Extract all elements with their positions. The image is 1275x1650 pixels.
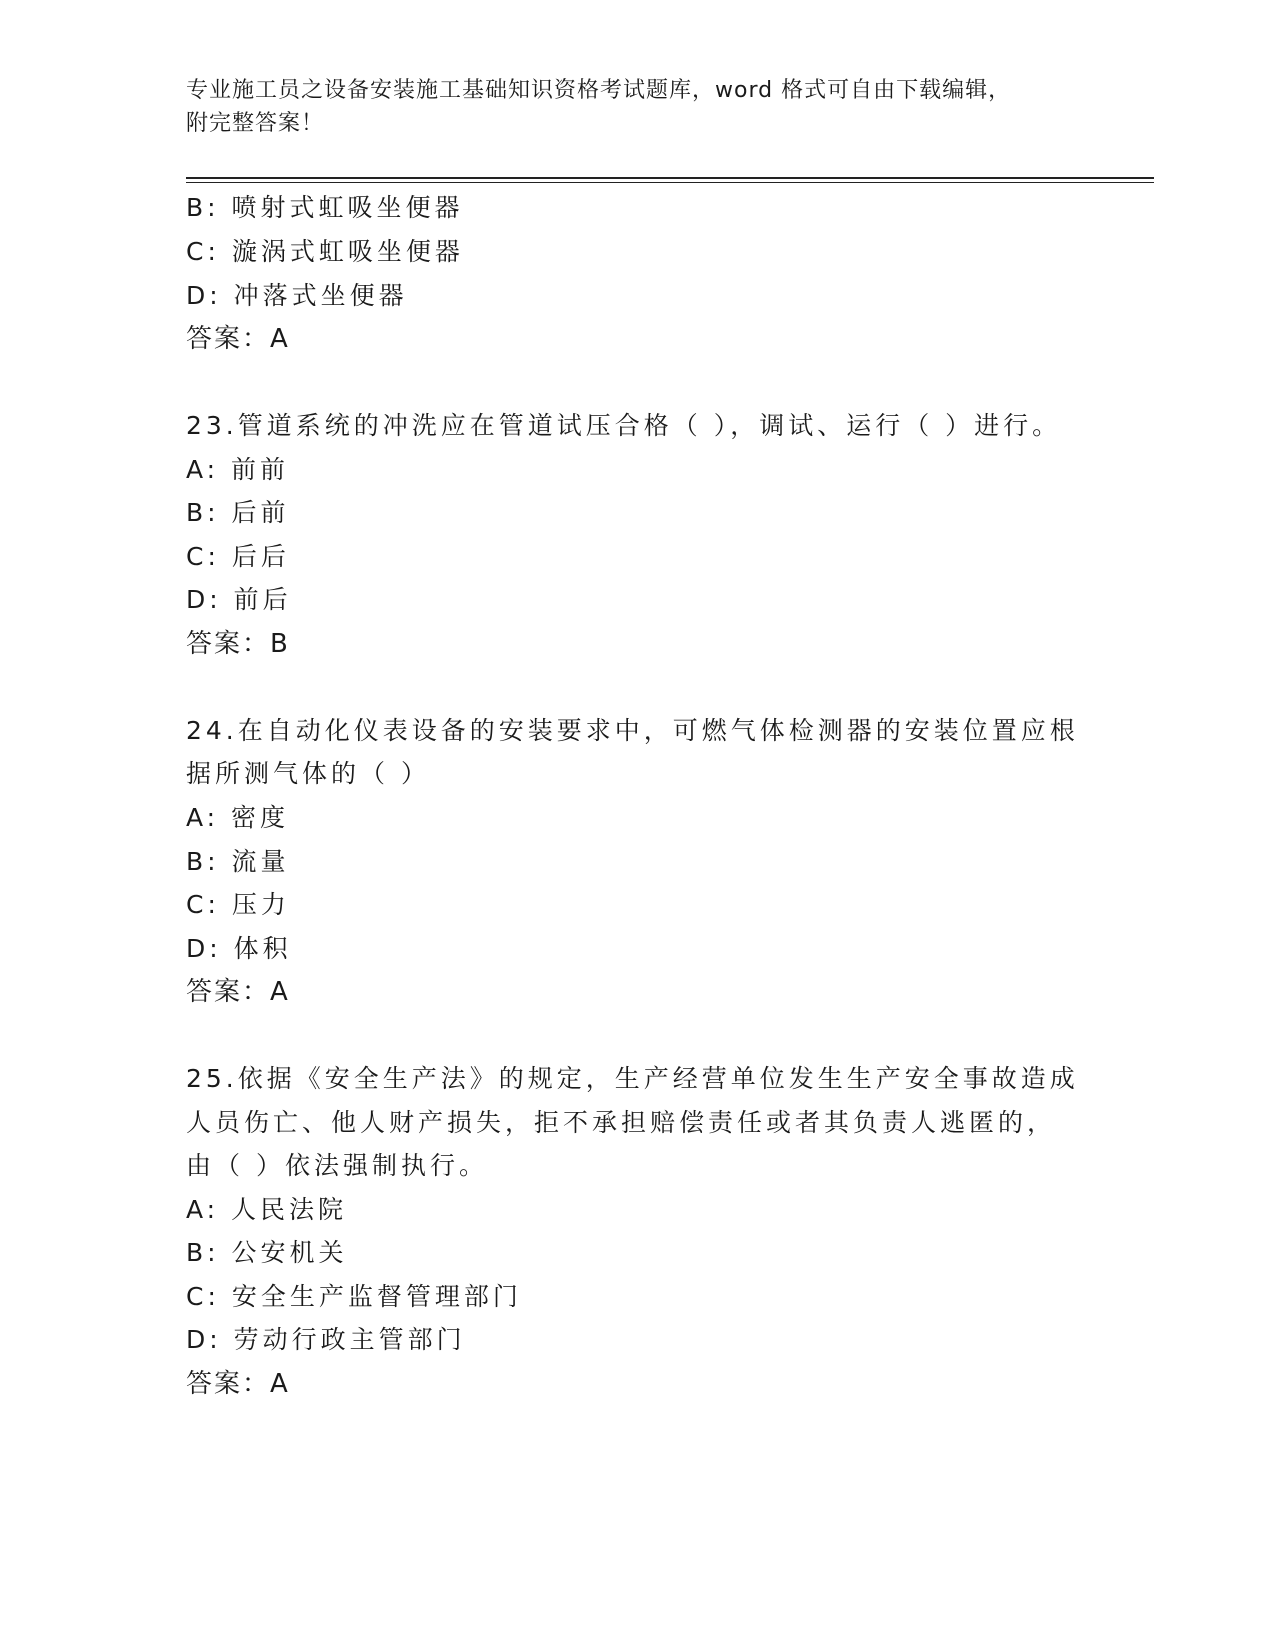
q25-stem-line-2: 人员伤亡、他人财产损失，拒不承担赔偿责任或者其负责人逃匿的， xyxy=(186,1108,1057,1137)
q24-stem-line-1: 24.在自动化仪表设备的安装要求中，可燃气体检测器的安装位置应根 xyxy=(186,716,1079,745)
header-divider-thin xyxy=(186,182,1154,183)
q23-option-a: A: 前前 xyxy=(186,455,290,484)
q23-option-d: D: 前后 xyxy=(186,585,292,614)
q24-option-a: A: 密度 xyxy=(186,803,290,832)
q23-option-b: B: 后前 xyxy=(186,498,290,527)
q25-option-d: D: 劳动行政主管部门 xyxy=(186,1325,466,1354)
q22-answer: 答案：A xyxy=(186,324,290,354)
q25-stem-line-3: 由（ ）依法强制执行。 xyxy=(186,1151,488,1180)
q24-option-d: D: 体积 xyxy=(186,934,292,963)
q24-option-b: B: 流量 xyxy=(186,847,290,876)
q24-answer: 答案：A xyxy=(186,977,290,1007)
q25-stem-line-1: 25.依据《安全生产法》的规定，生产经营单位发生生产安全事故造成 xyxy=(186,1064,1079,1093)
q25-option-c: C: 安全生产监督管理部门 xyxy=(186,1282,522,1311)
q22-option-d: D: 冲落式坐便器 xyxy=(186,281,408,310)
q23-option-c: C: 后后 xyxy=(186,542,290,571)
q23-stem-line-1: 23.管道系统的冲洗应在管道试压合格（ ），调试、运行（ ）进行。 xyxy=(186,411,1062,440)
q25-option-b: B: 公安机关 xyxy=(186,1238,348,1267)
q23-answer: 答案：B xyxy=(186,629,290,659)
q24-option-c: C: 压力 xyxy=(186,890,290,919)
q25-option-a: A: 人民法院 xyxy=(186,1195,348,1224)
q22-option-b: B: 喷射式虹吸坐便器 xyxy=(186,193,464,222)
q22-option-c: C: 漩涡式虹吸坐便器 xyxy=(186,237,464,266)
q24-stem-line-2: 据所测气体的（ ） xyxy=(186,759,430,788)
q25-answer: 答案：A xyxy=(186,1369,290,1399)
document-header: 专业施工员之设备安装施工基础知识资格考试题库，word 格式可自由下载编辑， 附完整答案！ xyxy=(186,78,1012,136)
header-divider-thick xyxy=(186,177,1154,179)
